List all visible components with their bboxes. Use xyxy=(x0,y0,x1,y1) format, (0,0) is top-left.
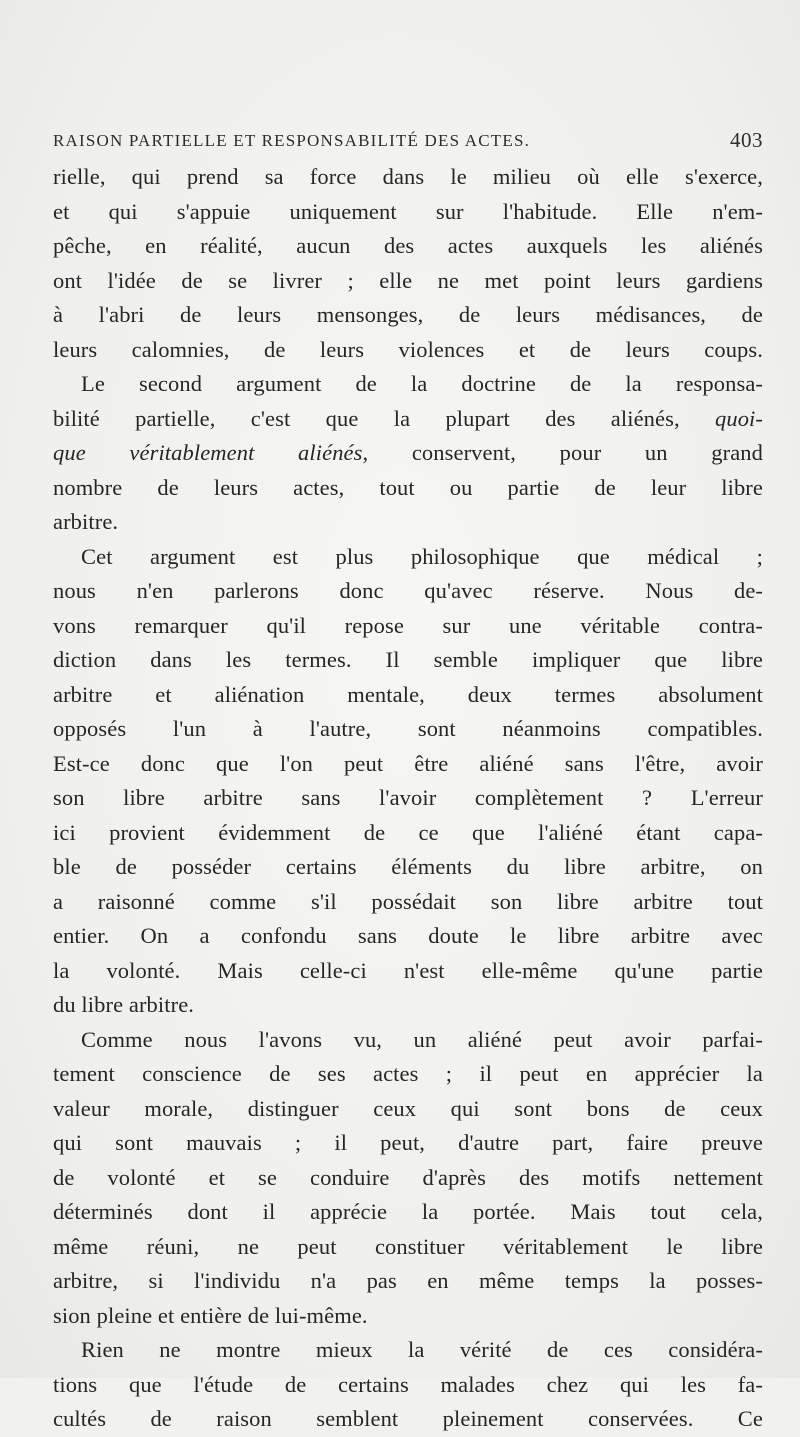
text-line: Cet argument est plus philosophique que médical ; xyxy=(81,543,763,569)
text-line: et qui s'appuie uniquement sur l'habitude. Elle n'em- xyxy=(53,198,763,224)
text-line: pêche, en réalité, aucun des actes auxquels les aliénés xyxy=(53,233,763,258)
text-line: leurs calomnies, de leurs violences et de leurs coups. xyxy=(53,336,763,362)
text-line: ici provient évidemment de ce que l'aliéné étant capa- xyxy=(53,819,763,845)
text-line: ble de posséder certains éléments du libre arbitre, on xyxy=(53,854,763,879)
text-line: qui sont mauvais ; il peut, d'autre part, faire preuve xyxy=(53,1130,763,1155)
text-span: , conservent, pour un grand xyxy=(362,440,763,465)
text-line: valeur morale, distinguer ceux qui sont bons de ceux xyxy=(53,1095,763,1121)
text-span: bilité partielle, c'est que la plupart des aliénés, xyxy=(53,405,715,431)
text-line: tement conscience de ses actes ; il peut en apprécier la xyxy=(53,1061,763,1086)
page-number: 403 xyxy=(730,128,763,152)
text-line: son libre arbitre sans l'avoir complètement ? L'erreur xyxy=(53,785,763,810)
running-title: RAISON PARTIELLE ET RESPONSABILITÉ DES ACTES. xyxy=(53,131,531,150)
text-line: tions que l'étude de certains malades chez qui les fa- xyxy=(53,1371,763,1397)
text-line: nombre de leurs actes, tout ou partie de leur libre xyxy=(53,474,763,500)
text-line: déterminés dont il apprécie la portée. Mais tout cela, xyxy=(53,1199,763,1224)
text-line: entier. On a confondu sans doute le libre arbitre avec xyxy=(53,923,763,948)
text-line: arbitre, si l'individu n'a pas en même temps la posses- xyxy=(53,1268,763,1293)
text-line: vons remarquer qu'il repose sur une véritable contra- xyxy=(53,612,763,638)
text-line: opposés l'un à l'autre, sont néanmoins compatibles. xyxy=(53,716,763,741)
text-line: de volonté et se conduire d'après des motifs nettement xyxy=(53,1164,763,1190)
text-line: à l'abri de leurs mensonges, de leurs médisances, de xyxy=(53,302,763,327)
text-line: Est-ce donc que l'on peut être aliéné sans l'être, avoir xyxy=(53,750,763,776)
text-line: la volonté. Mais celle-ci n'est elle-même qu'une partie xyxy=(53,957,763,983)
text-line: cultés de raison semblent pleinement conservées. Ce xyxy=(53,1406,763,1431)
text-line: rielle, qui prend sa force dans le milieu où elle s'exerce, xyxy=(53,164,763,189)
text-line: a raisonné comme s'il possédait son libre arbitre tout xyxy=(53,888,763,914)
text-line: du libre arbitre. xyxy=(53,992,195,1017)
text-line: sion pleine et entière de lui-même. xyxy=(53,1302,368,1328)
text-line: Le second argument de la doctrine de la responsa- xyxy=(81,371,763,396)
text-line: diction dans les termes. Il semble impliquer que libre xyxy=(53,647,763,672)
text-line: nous n'en parlerons donc qu'avec réserve. Nous de- xyxy=(53,578,763,603)
text-line xyxy=(53,402,763,437)
text-line: ont l'idée de se livrer ; elle ne met point leurs gardiens xyxy=(53,267,763,293)
text-line: Rien ne montre mieux la vérité de ces considéra- xyxy=(81,1337,763,1362)
text-line xyxy=(53,436,763,471)
text-line: même réuni, ne peut constituer véritablement le libre xyxy=(53,1233,763,1259)
text-line: arbitre et aliénation mentale, deux termes absolument xyxy=(53,681,763,707)
italic-text: quoi- xyxy=(715,405,763,431)
running-head xyxy=(53,128,763,157)
body-text xyxy=(53,160,763,1437)
text-line: arbitre. xyxy=(53,509,119,534)
italic-text: que véritablement aliénés xyxy=(53,440,363,465)
text-line: Comme nous l'avons vu, un aliéné peut avoir parfai- xyxy=(81,1026,763,1052)
